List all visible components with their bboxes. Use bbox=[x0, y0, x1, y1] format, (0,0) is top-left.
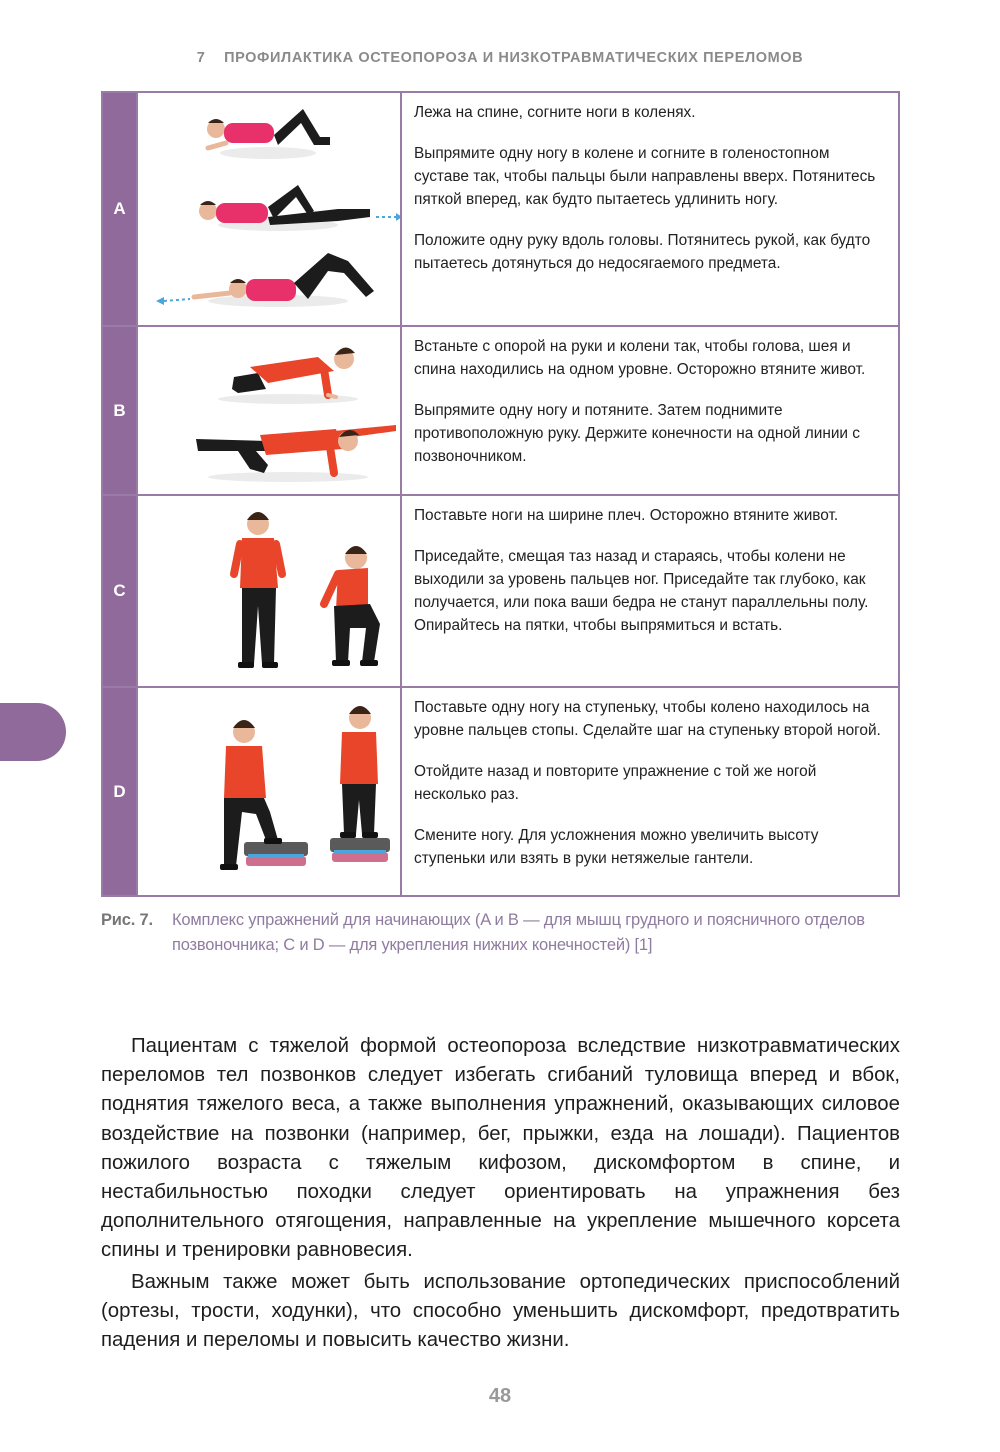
figure-label: Рис. 7. bbox=[101, 911, 153, 929]
chapter-tab-marker bbox=[0, 703, 66, 761]
exercise-illustration-c bbox=[137, 495, 401, 687]
figure-caption-text: Комплекс упражнений для начинающих (A и B — для мышц грудного и поясничного отделов позвоночника; C и D — для укрепления нижних конечностей) [1] bbox=[172, 911, 865, 954]
exercise-letter: D bbox=[102, 687, 137, 896]
exercise-letter: C bbox=[102, 495, 137, 687]
exercise-illustration-d bbox=[137, 687, 401, 896]
exercise-step: Отойдите назад и повторите упражнение с той же ногой несколько раз. bbox=[414, 763, 817, 803]
figure-lying-leg-extended bbox=[199, 185, 400, 231]
figure-caption bbox=[101, 908, 911, 958]
exercise-description-b bbox=[401, 326, 899, 495]
exercise-step: Выпрямите одну ногу в колене и согните в голеностопном суставе так, чтобы пальцы были направлены вверх. Потянитесь пяткой вперед, как будто пытаетесь удлинить ногу. bbox=[414, 145, 876, 208]
exercise-step: Выпрямите одну ногу и потяните. Затем поднимите противоположную руку. Держите конечности на одной линии с позвоночником. bbox=[414, 402, 860, 465]
figure-lying-knees-bent bbox=[207, 109, 330, 159]
figure-lying-arm-overhead bbox=[156, 253, 374, 307]
exercise-step: Смените ногу. Для усложнения можно увеличить высоту ступеньки или взять в руки нетяжелые гантели. bbox=[414, 827, 819, 867]
body-paragraph: Пациентам с тяжелой формой остеопороза вследствие низкотравматических переломов тел позвонков следует избегать сгибаний туловища вперед и вбок, поднятия тяжелого веса, а также выполнения упражнений, оказывающих силовое воздействие на позвонки (например, бег, прыжки, езда на лошади). Пациентов пожилого возраста с тяжелым кифозом, дискомфортом в спине, и нестабильностью походки следует ориентировать на упражнения без дополнительного отягощения, направленные на укрепление мышечного корсета спины и тренировки равновесия. bbox=[101, 1035, 900, 1262]
exercise-table bbox=[101, 91, 900, 897]
exercise-row-a bbox=[102, 92, 899, 326]
exercise-step: Поставьте ноги на ширине плеч. Осторожно втяните живот. bbox=[414, 507, 839, 524]
exercise-step: Положите одну руку вдоль головы. Потянитесь рукой, как будто пытаетесь дотянуться до недосягаемого предмета. bbox=[414, 232, 871, 272]
figure-squatting bbox=[324, 546, 380, 666]
exercise-step: Встаньте с опорой на руки и колени так, чтобы голова, шея и спина находились на одном уровне. Осторожно втяните живот. bbox=[414, 338, 866, 378]
figure-all-fours bbox=[218, 347, 358, 404]
exercise-row-d bbox=[102, 687, 899, 896]
exercise-letter: A bbox=[102, 92, 137, 326]
exercise-row-c bbox=[102, 495, 899, 687]
figure-standing-on-step bbox=[330, 706, 390, 862]
exercise-letter: B bbox=[102, 326, 137, 495]
exercise-illustration-b bbox=[137, 326, 401, 495]
exercise-step: Приседайте, смещая таз назад и стараясь, чтобы колени не выходили за уровень пальцев ног. Приседайте так глубоко, как получается, или пока ваши бедра не станут параллельны полу. Опирайтесь на пятки, чтобы выпрямиться и встать. bbox=[414, 548, 869, 634]
chapter-number: 7 bbox=[196, 50, 206, 66]
running-header bbox=[0, 50, 1000, 66]
exercise-step: Лежа на спине, согните ноги в коленях. bbox=[414, 104, 696, 121]
exercise-description-c bbox=[401, 495, 899, 687]
figure-standing bbox=[234, 512, 282, 668]
figure-bird-dog bbox=[196, 425, 396, 482]
chapter-title: ПРОФИЛАКТИКА ОСТЕОПОРОЗА И НИЗКОТРАВМАТИЧЕСКИХ ПЕРЕЛОМОВ bbox=[224, 50, 804, 66]
page-number: 48 bbox=[488, 1385, 512, 1407]
body-paragraph: Важным также может быть использование ортопедических приспособлений (ортезы, трости, ходунки), что способно уменьшить дискомфорт, предотвратить падения и переломы и повысить качество жизни. bbox=[101, 1270, 900, 1352]
body-text bbox=[101, 1032, 900, 1355]
exercise-description-d bbox=[401, 687, 899, 896]
exercise-row-b bbox=[102, 326, 899, 495]
exercise-illustration-a bbox=[137, 92, 401, 326]
exercise-step: Поставьте одну ногу на ступеньку, чтобы колено находилось на уровне пальцев стопы. Сделайте шаг на ступеньку второй ногой. bbox=[414, 699, 881, 739]
exercise-description-a bbox=[401, 92, 899, 326]
figure-step-up-one-foot bbox=[220, 720, 308, 870]
